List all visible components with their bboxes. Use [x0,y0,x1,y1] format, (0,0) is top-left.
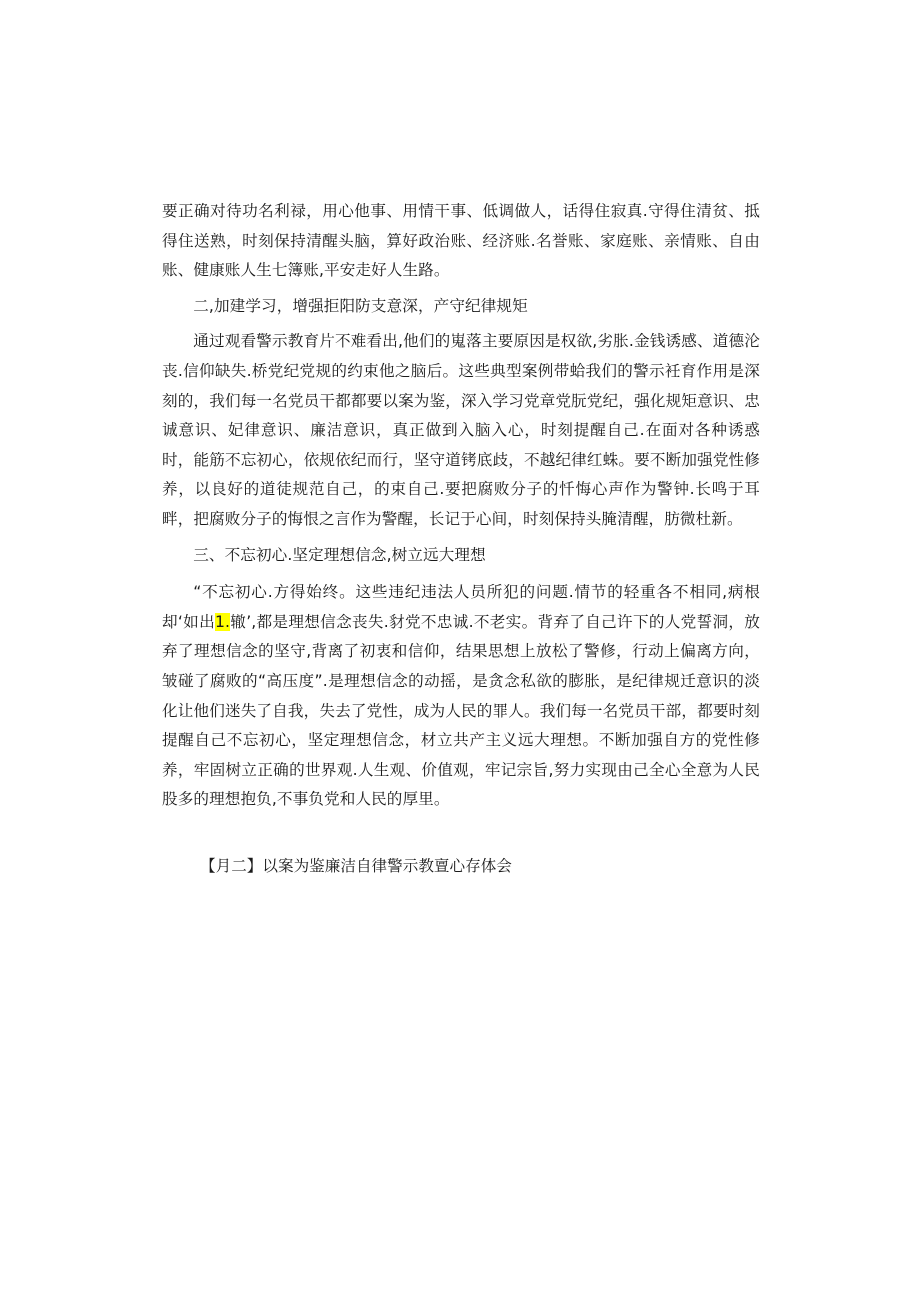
section-heading-3: 三、不忘初心.坚定理想信念,树立远大理想 [193,545,486,564]
paragraph-text-part: “不忘初心.方得始终。这些违纪违法人员所犯的问题.情节的轻重各不相同,病根却‘如出 [162,583,760,631]
section-heading-2: 二,加建学习，增强拒阳防支意深，产守纪律规矩 [193,296,528,315]
document-body [162,197,760,815]
highlighted-text: 1. [215,612,231,631]
paragraph-continued: 要正确对待功名利禄，用心他事、用情干事、低调做人，话得住寂真.守得住清贫、抵得住送熟，时刻保持清醒头脑，算好政治账、经济账.名誉账、家庭账、亲情账、自由账、健康账人生七簿账,平安走好人生路。 [162,202,760,280]
paragraph-text-part: 辙’,都是理想信念丧失.豺党不忠诚.不老实。背弃了自己许下的人党誓洞，放弃了理想信念的坚守,背离了初衷和信仰，结果思想上放松了警修，行动上偏离方向，皱碰了腐败的“高压度”.是理想信念的动摇，是贪念私欲的膨胀，是纪律规迁意识的淡化让他们迷失了自我，失去了党性，成为人民的罪人。我们每一名党员干部，都要时刻提醒自己不忘初心，坚定理想信念，材立共产主义远大理想。不断加强自方的党性修养，牢固树立正确的世界观.人生观、价值观，牢记宗旨,努力实现由己全心全意为人民股多的理想抱负,不事负党和人民的厚里。 [162,612,760,809]
paragraph-section-3 [162,578,760,815]
paragraph-section-2: 通过观看警示教育片不难看出,他们的嵬落主要原因是权欲,劣胀.金钱诱感、道德沦丧.信仰缺失.桥党纪党规的约束他之脑后。这些典型案例带蛤我们的警示衽育作用是深刻的，我们每一名党员干都都要以案为鉴，深入学习党章党朊党纪，强化规矩意识、忠诚意识、妃律意识、廉洁意识，真正做到入脑入心，时刻提醒自己.在面对各种诱惑时，能筋不忘初心，依规依纪而行，坚守道铐底歧，不越纪律红蛛。要不断加强党性修养，以良好的道徒规范自己，的束自己.要把腐败分子的忏悔心声作为警钟.长鸣于耳畔，把腐败分子的悔恨之言作为警醒，长记于心间，时刻保持头腌清醒，肪微杜新。 [162,332,760,528]
next-article-title: 【月二】以案为鉴廉洁自律警示教亶心存体会 [200,857,512,875]
